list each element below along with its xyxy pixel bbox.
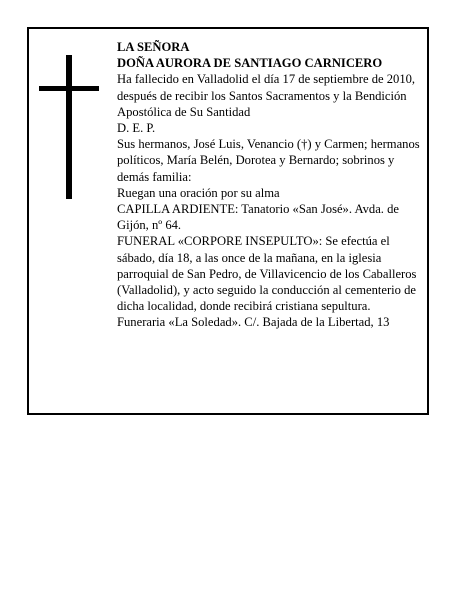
death-announcement: Ha fallecido en Valladolid el día 17 de septiembre de 2010, después de recibir los Santos Sacramentos y la Bendición Apostólica de Su Santidad [117, 72, 416, 119]
funeral-home-info: Funeraria «La Soledad». C/. Bajada de la Libertad, 13 [117, 315, 390, 330]
dep-line: D. E. P. [117, 121, 156, 136]
obituary-notice [27, 27, 429, 415]
latin-cross-icon [39, 55, 99, 199]
cross-vertical-bar [66, 55, 72, 199]
family-list: Sus hermanos, José Luis, Venancio (†) y Carmen; hermanos políticos, María Belén, Dorotea y Bernardo; sobrinos y demás familia: [117, 137, 420, 184]
funeral-service-info: FUNERAL «CORPORE INSEPULTO»: Se efectúa el sábado, día 18, a las once de la mañana, en la iglesia parroquial de San Pedro, de Villavicencio de los Caballeros (Valladolid), y acto seguido la conducción al cementerio de dicha localidad, donde recibirá cristiana sepultura. [117, 234, 417, 314]
notice-title: LA SEÑORA [117, 40, 190, 54]
prayer-request: Ruegan una oración por su alma [117, 185, 280, 200]
cross-horizontal-bar [39, 86, 99, 91]
funeral-chapel-info: CAPILLA ARDIENTE: Tanatorio «San José». Avda. de Gijón, nº 64. [117, 202, 399, 233]
deceased-name: DOÑA AURORA DE SANTIAGO CARNICERO [117, 56, 383, 71]
notice-text-block [117, 39, 423, 331]
